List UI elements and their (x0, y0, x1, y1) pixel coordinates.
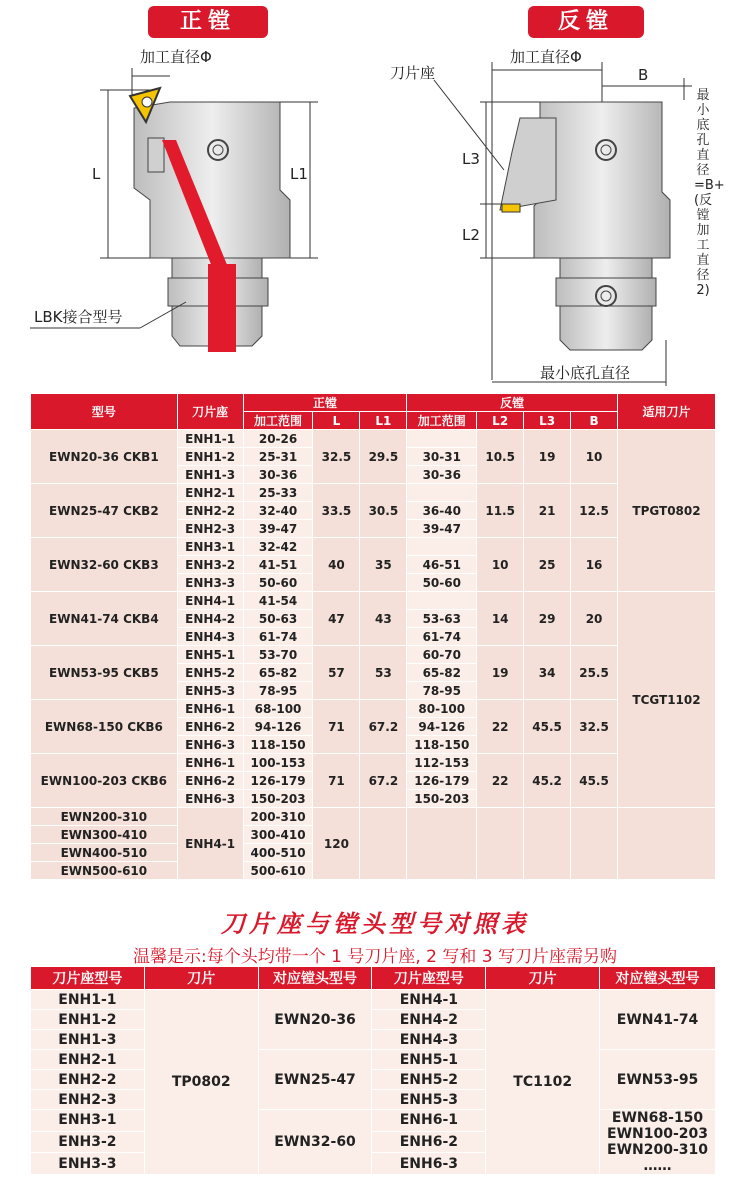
model-cell: EWN41-74 CKB4 (31, 592, 178, 646)
L-cell: 33.5 (313, 484, 360, 538)
ref-header-cell: 对应镗头型号 (600, 967, 716, 990)
range-cell: 300-410 (243, 826, 313, 844)
seat-cell: ENH4-2 (177, 610, 243, 628)
ref-header-cell: 刀片座型号 (31, 967, 145, 990)
seat-cell: ENH6-3 (177, 736, 243, 754)
head-cell: EWN53-95 (600, 1050, 716, 1110)
empty-cell (618, 808, 716, 880)
range2-cell: 60-70 (407, 646, 477, 664)
L1-cell: 29.5 (360, 430, 407, 484)
model-cell: EWN32-60 CKB3 (31, 538, 178, 592)
reference-note: 温馨是示:每个头均带一个 1 号刀片座, 2 写和 3 写刀片座需另购 (132, 947, 617, 967)
insert-cell: TPGT0802 (618, 430, 716, 592)
range2-cell: 53-63 (407, 610, 477, 628)
model-cell: EWN53-95 CKB5 (31, 646, 178, 700)
L1-cell: 53 (360, 646, 407, 700)
header-reverse: 反镗 (407, 394, 618, 412)
seat-cell: ENH5-1 (372, 1050, 486, 1070)
empty-cell (407, 808, 477, 880)
header-L2: L2 (477, 412, 524, 430)
table-row (31, 646, 716, 664)
reverse-machining-diameter-label: 加工直径Φ (510, 48, 582, 66)
range2-cell: 30-31 (407, 448, 477, 466)
L-cell: 40 (313, 538, 360, 592)
range2-cell (407, 592, 477, 610)
L1-cell: 67.2 (360, 700, 407, 754)
forward-boring-badge: 正镗 (148, 6, 268, 38)
L1-cell: 35 (360, 538, 407, 592)
range-cell: 50-60 (243, 574, 313, 592)
model-cell: EWN400-510 (31, 844, 178, 862)
table-row (31, 1050, 716, 1070)
head-model-line: …… (643, 1158, 672, 1174)
seat-cell: ENH5-2 (372, 1070, 486, 1090)
table-row (31, 592, 716, 610)
empty-cell (524, 808, 571, 880)
table-row (31, 538, 716, 556)
B-cell: 45.5 (571, 754, 618, 808)
range2-cell (407, 430, 477, 448)
ref-header-cell: 刀片座型号 (372, 967, 486, 990)
L-cell: 32.5 (313, 430, 360, 484)
seat-cell: ENH5-3 (372, 1090, 486, 1110)
L1-cell: 43 (360, 592, 407, 646)
L1-cell: 30.5 (360, 484, 407, 538)
table-row (31, 1110, 716, 1132)
range2-cell: 150-203 (407, 790, 477, 808)
seat-cell: ENH4-3 (177, 628, 243, 646)
range-cell: 20-26 (243, 430, 313, 448)
table-row (31, 808, 716, 826)
seat-cell: ENH3-2 (31, 1131, 145, 1153)
range-cell: 32-40 (243, 502, 313, 520)
L-cell: 57 (313, 646, 360, 700)
empty-cell (477, 808, 524, 880)
seat-cell: ENH6-1 (177, 700, 243, 718)
seat-cell: ENH2-2 (177, 502, 243, 520)
range-cell: 50-63 (243, 610, 313, 628)
L-cell: 71 (313, 700, 360, 754)
reverse-boring-diagram (380, 40, 725, 390)
reverse-dim-L2-label: L2 (462, 226, 480, 244)
specification-table (30, 393, 716, 880)
table-row (31, 990, 716, 1010)
seat-cell: ENH6-2 (177, 772, 243, 790)
seat-cell: ENH1-1 (31, 990, 145, 1010)
header-insert: 适用刀片 (618, 394, 716, 430)
L2-cell: 10 (477, 538, 524, 592)
L2-cell: 22 (477, 754, 524, 808)
range2-cell: 39-47 (407, 520, 477, 538)
model-cell: EWN200-310 (31, 808, 178, 826)
range2-cell (407, 538, 477, 556)
range2-cell: 65-82 (407, 664, 477, 682)
L2-cell: 14 (477, 592, 524, 646)
range2-cell: 30-36 (407, 466, 477, 484)
seat-cell: ENH1-2 (177, 448, 243, 466)
range-cell: 53-70 (243, 646, 313, 664)
range2-cell: 80-100 (407, 700, 477, 718)
forward-dim-L-label: L (92, 165, 101, 183)
range-cell: 150-203 (243, 790, 313, 808)
range-cell: 126-179 (243, 772, 313, 790)
range2-cell: 36-40 (407, 502, 477, 520)
header-B: B (571, 412, 618, 430)
head-model-line: EWN200-310 (607, 1142, 709, 1158)
seat-cell: ENH3-2 (177, 556, 243, 574)
header-range2: 加工范围 (407, 412, 477, 430)
L3-cell: 45.5 (524, 700, 571, 754)
L2-cell: 10.5 (477, 430, 524, 484)
reference-table-title: 刀片座与镗头型号对照表 (221, 910, 529, 938)
B-cell: 32.5 (571, 700, 618, 754)
header-range: 加工范围 (243, 412, 313, 430)
range2-cell: 118-150 (407, 736, 477, 754)
range-cell: 30-36 (243, 466, 313, 484)
model-cell: EWN20-36 CKB1 (31, 430, 178, 484)
header-seat: 刀片座 (177, 394, 243, 430)
seat-cell: ENH3-1 (31, 1110, 145, 1132)
header-L3: L3 (524, 412, 571, 430)
head-cell: EWN20-36 (258, 990, 372, 1050)
empty-cell (360, 808, 407, 880)
range2-cell: 112-153 (407, 754, 477, 772)
seat-cell: ENH6-3 (372, 1153, 486, 1175)
head-model-line: EWN68-150 (611, 1110, 704, 1126)
seat-cell: ENH6-3 (177, 790, 243, 808)
L-cell: 47 (313, 592, 360, 646)
model-cell: EWN300-410 (31, 826, 178, 844)
reverse-boring-badge: 反镗 (528, 6, 644, 38)
min-bore-formula-note: 最小底孔直径=B+(反镗加工直径2) (694, 88, 725, 298)
forward-machining-diameter-label: 加工直径Φ (140, 48, 212, 66)
seat-cell: ENH2-3 (31, 1090, 145, 1110)
model-cell: EWN68-150 CKB6 (31, 700, 178, 754)
reverse-dim-B-label: B (638, 66, 649, 84)
B-cell: 25.5 (571, 646, 618, 700)
range2-cell: 94-126 (407, 718, 477, 736)
table-row (31, 700, 716, 718)
seat-cell: ENH6-2 (372, 1131, 486, 1153)
range2-cell: 61-74 (407, 628, 477, 646)
L1-cell: 67.2 (360, 754, 407, 808)
header-L: L (313, 412, 360, 430)
range2-cell: 46-51 (407, 556, 477, 574)
head-cell: EWN41-74 (600, 990, 716, 1050)
seat-cell: ENH3-3 (31, 1153, 145, 1175)
ref-header-cell: 刀片 (144, 967, 258, 990)
table-row (31, 484, 716, 502)
range-cell: 32-42 (243, 538, 313, 556)
range2-cell: 50-60 (407, 574, 477, 592)
empty-cell (571, 808, 618, 880)
seat-cell: ENH6-2 (177, 718, 243, 736)
seat-cell: ENH2-1 (31, 1050, 145, 1070)
range-cell: 41-54 (243, 592, 313, 610)
seat-cell: ENH5-1 (177, 646, 243, 664)
seat-cell: ENH1-2 (31, 1010, 145, 1030)
range-cell: 25-31 (243, 448, 313, 466)
range-cell: 200-310 (243, 808, 313, 826)
lbk-joint-label: LBK接合型号 (34, 308, 123, 326)
L3-cell: 25 (524, 538, 571, 592)
head-cell: EWN25-47 (258, 1050, 372, 1110)
seat-cell: ENH3-3 (177, 574, 243, 592)
L3-cell: 19 (524, 430, 571, 484)
min-bore-diameter-label: 最小底孔直径 (540, 364, 631, 382)
model-cell: EWN25-47 CKB2 (31, 484, 178, 538)
L3-cell: 21 (524, 484, 571, 538)
range-cell: 78-95 (243, 682, 313, 700)
reverse-dim-L3-label: L3 (462, 150, 480, 168)
table-row (31, 754, 716, 772)
range-cell: 25-33 (243, 484, 313, 502)
head-cell-last (600, 1110, 716, 1175)
seat-cell: ENH1-1 (177, 430, 243, 448)
reference-table (30, 966, 716, 1175)
seat-cell: ENH4-1 (177, 592, 243, 610)
insert-seat-label: 刀片座 (390, 64, 436, 82)
seat-cell: ENH4-3 (372, 1030, 486, 1050)
seat-cell: ENH2-2 (31, 1070, 145, 1090)
L3-cell: 45.2 (524, 754, 571, 808)
range2-cell (407, 484, 477, 502)
range-cell: 41-51 (243, 556, 313, 574)
range-cell: 100-153 (243, 754, 313, 772)
seat-cell: ENH4-2 (372, 1010, 486, 1030)
B-cell: 16 (571, 538, 618, 592)
range-cell: 68-100 (243, 700, 313, 718)
B-cell: 20 (571, 592, 618, 646)
insert-cell: TCGT1102 (618, 592, 716, 808)
header-model: 型号 (31, 394, 178, 430)
seat-cell: ENH2-1 (177, 484, 243, 502)
ref-header-cell: 刀片 (486, 967, 600, 990)
seat-cell: ENH4-1 (177, 808, 243, 880)
insert-cell: TP0802 (144, 990, 258, 1175)
L2-cell: 11.5 (477, 484, 524, 538)
seat-cell: ENH1-3 (31, 1030, 145, 1050)
range-cell: 94-126 (243, 718, 313, 736)
ref-header-cell: 对应镗头型号 (258, 967, 372, 990)
forward-dim-L1-label: L1 (290, 165, 308, 183)
range-cell: 400-510 (243, 844, 313, 862)
range-cell: 65-82 (243, 664, 313, 682)
seat-cell: ENH5-2 (177, 664, 243, 682)
L3-cell: 34 (524, 646, 571, 700)
table-row (31, 430, 716, 448)
L-cell: 120 (313, 808, 360, 880)
seat-cell: ENH6-1 (372, 1110, 486, 1132)
insert-cell: TC1102 (486, 990, 600, 1175)
model-cell: EWN500-610 (31, 862, 178, 880)
range-cell: 500-610 (243, 862, 313, 880)
head-cell: EWN32-60 (258, 1110, 372, 1175)
B-cell: 12.5 (571, 484, 618, 538)
L3-cell: 29 (524, 592, 571, 646)
model-cell: EWN100-203 CKB6 (31, 754, 178, 808)
seat-cell: ENH6-1 (177, 754, 243, 772)
seat-cell: ENH1-3 (177, 466, 243, 484)
range-cell: 61-74 (243, 628, 313, 646)
seat-cell: ENH2-3 (177, 520, 243, 538)
range2-cell: 126-179 (407, 772, 477, 790)
range-cell: 39-47 (243, 520, 313, 538)
head-model-line: EWN100-203 (607, 1126, 709, 1142)
header-L1: L1 (360, 412, 407, 430)
header-forward: 正镗 (243, 394, 407, 412)
L-cell: 71 (313, 754, 360, 808)
seat-cell: ENH5-3 (177, 682, 243, 700)
L2-cell: 19 (477, 646, 524, 700)
B-cell: 10 (571, 430, 618, 484)
seat-cell: ENH4-1 (372, 990, 486, 1010)
range2-cell: 78-95 (407, 682, 477, 700)
range-cell: 118-150 (243, 736, 313, 754)
L2-cell: 22 (477, 700, 524, 754)
seat-cell: ENH3-1 (177, 538, 243, 556)
